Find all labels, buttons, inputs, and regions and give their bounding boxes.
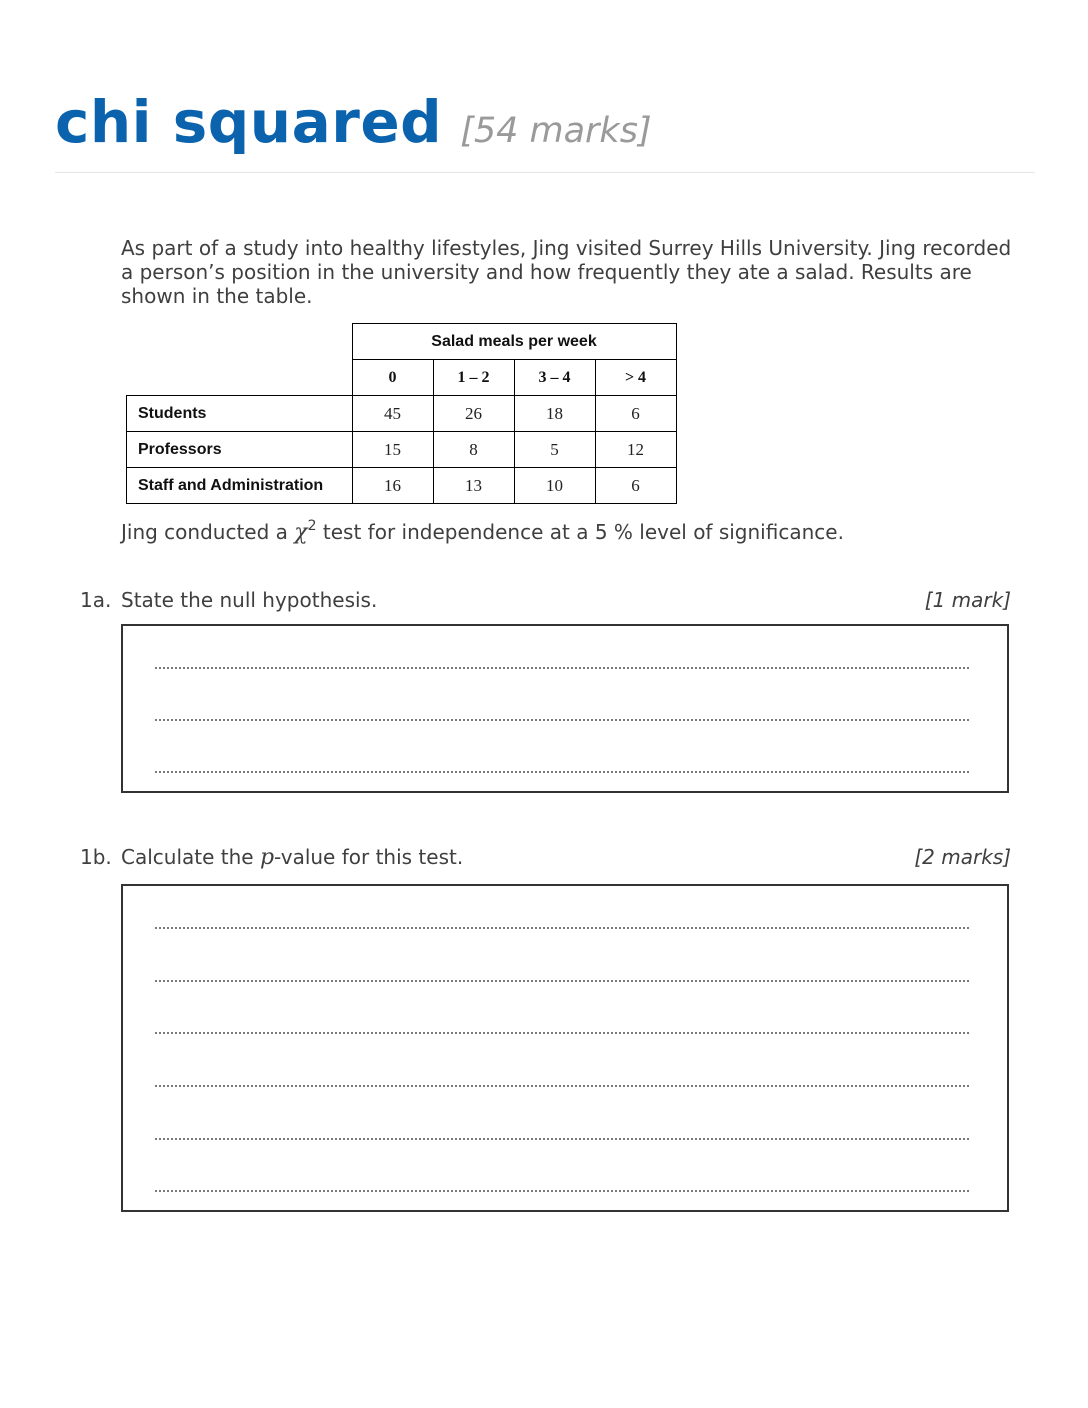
table-cell: 15	[352, 432, 433, 468]
table-cell: 45	[352, 396, 433, 432]
question-text: State the null hypothesis.	[121, 588, 378, 612]
row-header: Staff and Administration	[127, 468, 353, 504]
question-number: 1a.	[80, 588, 112, 612]
answer-line	[155, 980, 969, 982]
table-cell: 13	[433, 468, 514, 504]
page-title: chi squared	[55, 88, 443, 156]
table-cell: 6	[595, 396, 676, 432]
total-marks: [54 marks]	[460, 111, 652, 151]
answer-box-1b[interactable]	[121, 884, 1009, 1212]
table-corner	[127, 360, 353, 396]
answer-line	[155, 719, 969, 721]
table-row	[127, 432, 677, 468]
answer-line	[155, 1032, 969, 1034]
intro-paragraph: As part of a study into healthy lifestyles, Jing visited Surrey Hills University. Jing recorded a person’s position in the university and how frequently they ate a salad. Results are shown in the table.	[121, 236, 1012, 308]
answer-line	[155, 771, 969, 773]
table-corner	[127, 324, 353, 360]
answer-line	[155, 1190, 969, 1192]
question-text-after: -value for this test.	[274, 845, 464, 869]
question-marks: [2 marks]	[914, 845, 1011, 869]
table-cell: 10	[514, 468, 595, 504]
chi-symbol: χ	[294, 520, 308, 545]
table-row	[127, 396, 677, 432]
table-cell: 18	[514, 396, 595, 432]
salad-table	[126, 323, 677, 504]
question-text-before: Calculate the	[121, 845, 260, 869]
table-cell: 8	[433, 432, 514, 468]
chi-power: 2	[307, 518, 317, 534]
table-cell: 5	[514, 432, 595, 468]
column-header: 0	[352, 360, 433, 396]
test-statement-before: Jing conducted a	[121, 520, 295, 544]
question-number: 1b.	[80, 845, 112, 869]
group-header: Salad meals per week	[352, 324, 676, 360]
question-1b	[80, 845, 1011, 870]
question-1a	[80, 588, 1011, 612]
table-cell: 6	[595, 468, 676, 504]
answer-line	[155, 927, 969, 929]
table-cell: 16	[352, 468, 433, 504]
table-cell: 12	[595, 432, 676, 468]
row-header: Professors	[127, 432, 353, 468]
answer-line	[155, 1138, 969, 1140]
answer-box-1a[interactable]	[121, 624, 1009, 793]
page-header	[55, 88, 1035, 173]
column-header: 1 – 2	[433, 360, 514, 396]
test-statement-after: test for independence at a 5 % level of significance.	[316, 520, 844, 544]
column-header: 3 – 4	[514, 360, 595, 396]
row-header: Students	[127, 396, 353, 432]
table-cell: 26	[433, 396, 514, 432]
question-marks: [1 mark]	[924, 588, 1011, 612]
test-statement	[121, 518, 844, 545]
table-row	[127, 468, 677, 504]
p-variable: p	[259, 845, 275, 870]
answer-line	[155, 667, 969, 669]
answer-line	[155, 1085, 969, 1087]
column-header: > 4	[595, 360, 676, 396]
